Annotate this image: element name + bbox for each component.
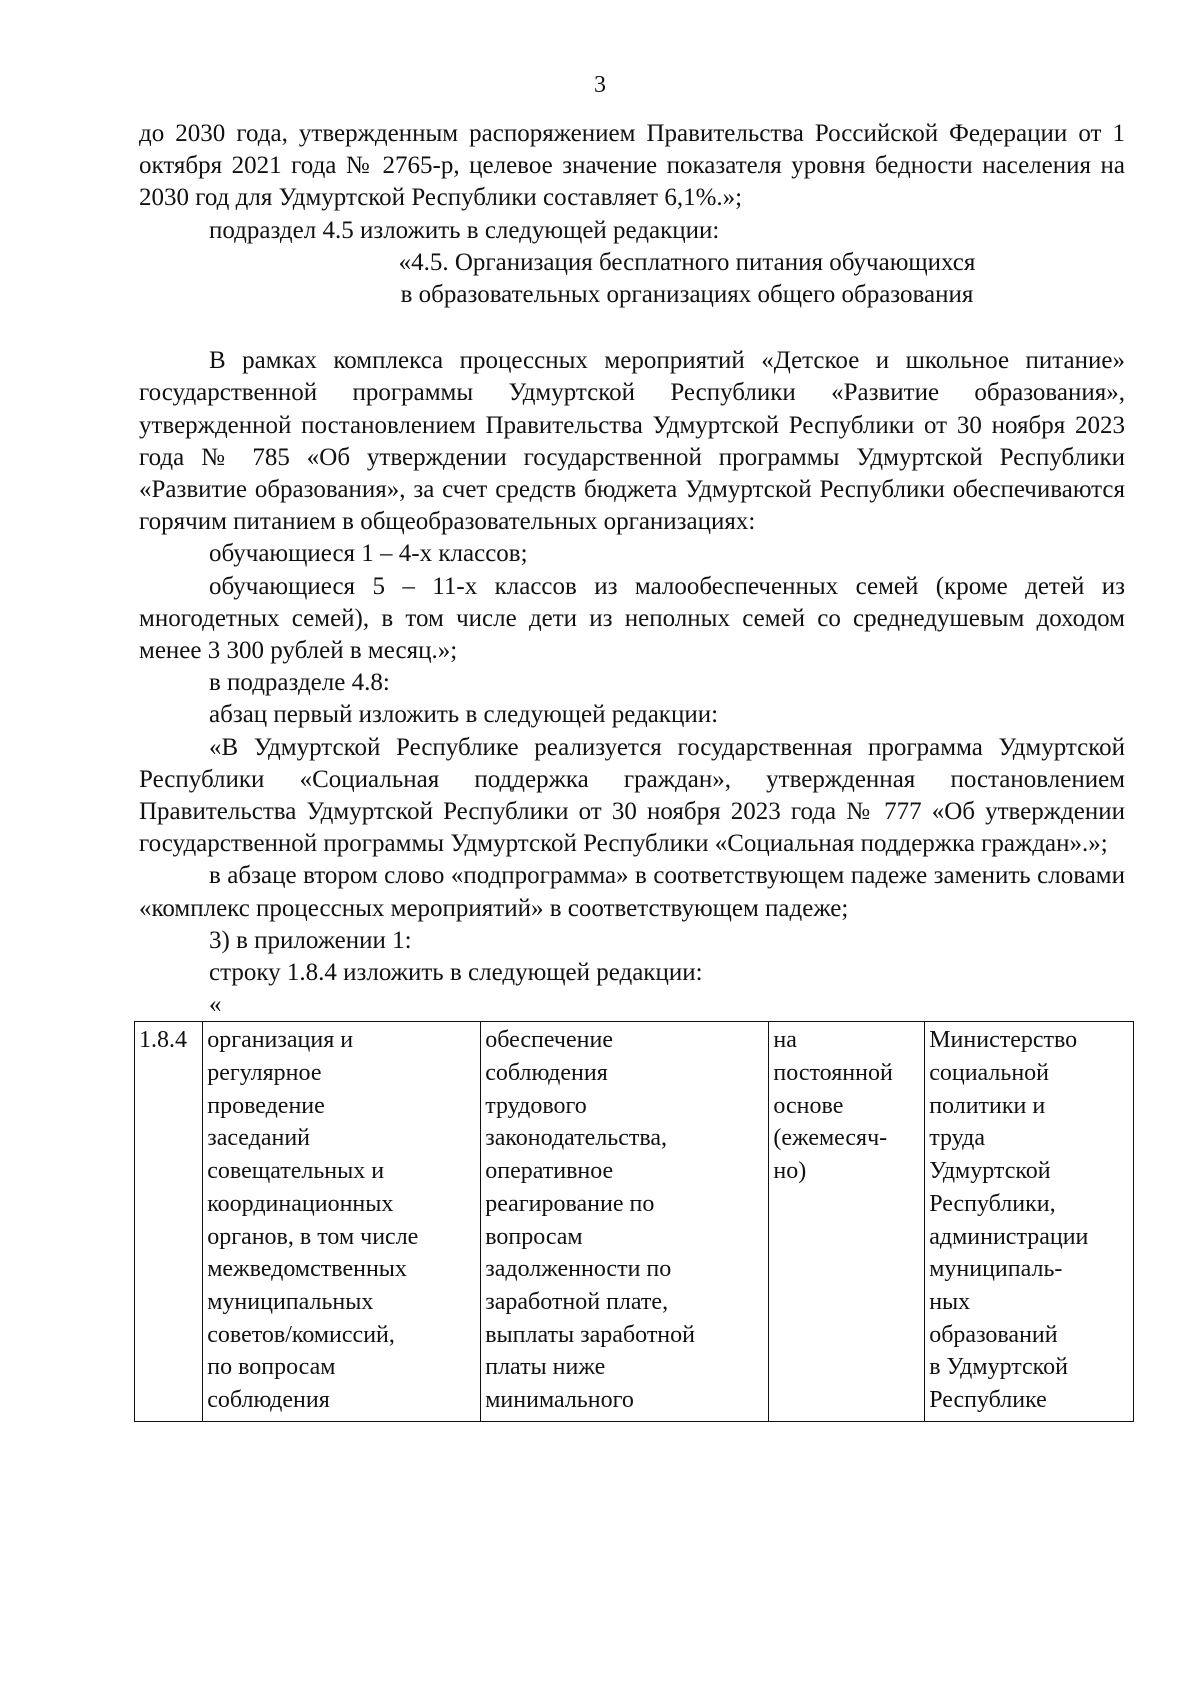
paragraph-first-abzac: абзац первый изложить в следующей редакции: [209,701,719,729]
paragraph-grades-5-11: обучающиеся 5 – 11-х классов из малообеспеченных семей (кроме детей из многодетных семей), в том числе дети из неполных семей со среднедушевым доходом менее 3 300 рублей в месяц.»; [139,572,1125,665]
table-cell-period: на постоянной основе (ежемесяч- но) [769,1022,925,1421]
document-body [139,118,1125,1422]
table-row [135,1022,1134,1421]
paragraph-second-abzac: в абзаце втором слово «подпрограмма» в соответствующем падеже заменить словами «комплекс процессных мероприятий» в соответствующем падеже; [139,862,1125,922]
spacer [139,311,1125,345]
paragraph-social-support-program: «В Удмуртской Республике реализуется государственная программа Удмуртской Республики «Социальная поддержка граждан», утвержденная постановлением Правительства Удмуртской Республики от 30 ноября 2023 года № 777 «Об утверждении государственной программы Удмуртской Республики «Социальная поддержка граждан».»; [139,733,1125,858]
paragraph-subsection-4-5-intro: подраздел 4.5 изложить в следующей редакции: [209,216,720,244]
table-cell-activity: организация и регулярное проведение заседаний совещательных и координационных органов, в том числе межведомственных муниципальных советов/комиссий, по вопросам соблюдения [203,1022,481,1421]
paragraph-subsection-4-8: в подразделе 4.8: [209,669,390,697]
table-cell-responsible: Министерство социальной политики и труда Удмуртской Республики, администрации муниципаль- ных образований в Удмуртской Республике [925,1022,1134,1421]
table-cell-goal: обеспечение соблюдения трудового законодательства, оперативное реагирование по вопросам задолженности по заработной плате, выплаты заработной платы ниже минимального [481,1022,769,1421]
page-number: 3 [594,72,606,98]
paragraph-school-nutrition: В рамках комплекса процессных мероприятий «Детское и школьное питание» государственной программы Удмуртской Республики «Развитие образования», утвержденной постановлением Правительства Удмуртской Республики от 30 ноября 2023 года № 785 «Об утверждении государственной программы Удмуртской Республики «Развитие образования», за счет средств бюджета Удмуртской Республики обеспечиваются горячим питанием в общеобразовательных организациях: [139,347,1125,536]
section-heading-line-1: «4.5. Организация бесплатного питания обучающихся [398,248,976,276]
paragraph-poverty-target: до 2030 года, утвержденным распоряжением Правительства Российской Федерации от 1 октября 2021 года № 2765-р, целевое значение показателя уровня бедности населения на 2030 год для Удмуртской Республики составляет 6,1%.»; [139,120,1125,212]
section-heading-line-2: в образовательных организациях общего образования [400,281,974,309]
appendix-table [134,1021,1134,1421]
opening-quote: « [209,991,222,1019]
paragraph-grades-1-4: обучающиеся 1 – 4-х классов; [209,540,528,568]
paragraph-row-1-8-4: строку 1.8.4 изложить в следующей редакции: [209,959,703,987]
table-cell-number: 1.8.4 [135,1022,203,1421]
paragraph-appendix-1: 3) в приложении 1: [209,926,412,954]
